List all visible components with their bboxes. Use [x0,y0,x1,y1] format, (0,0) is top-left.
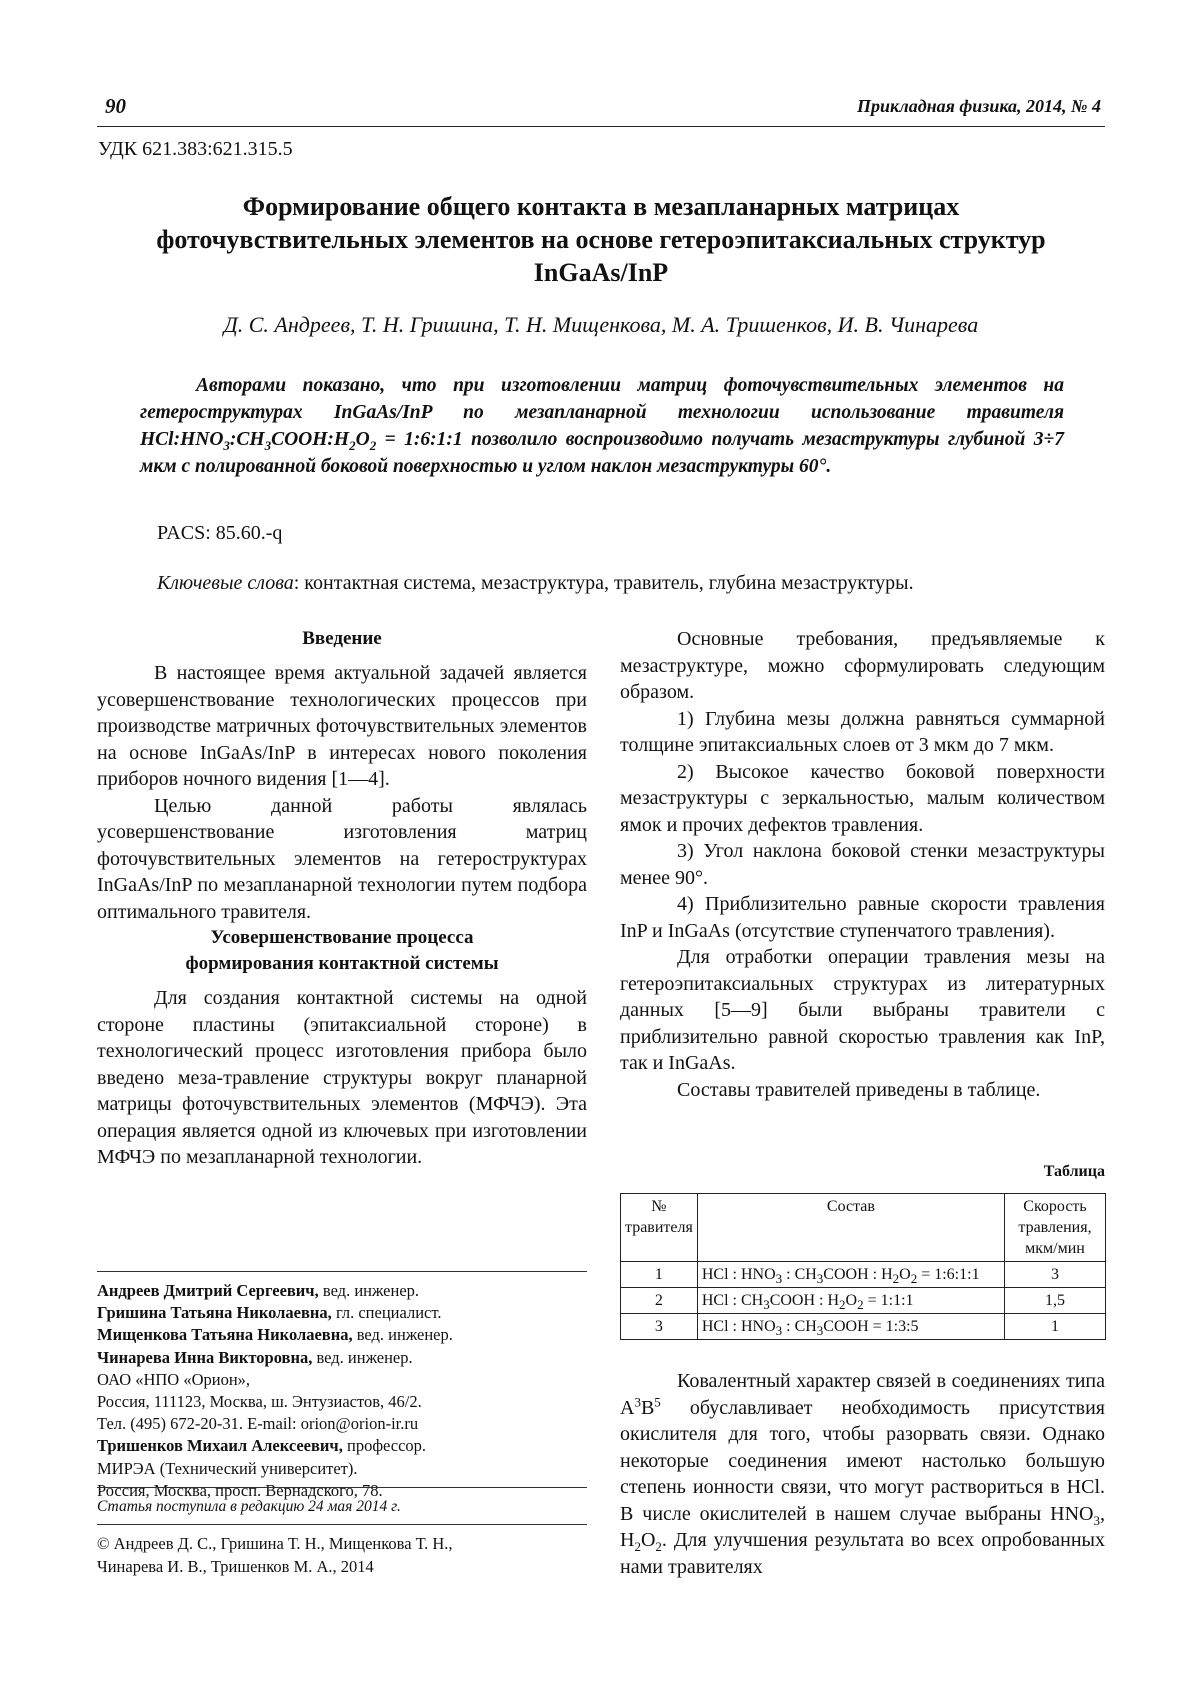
formula-part: COOH = 1:3:5 [823,1318,919,1335]
formula-part: HCl : CH [701,1292,764,1309]
paragraph-text: обуславливает необходимость присутствия окислителя для того, чтобы разорвать связи. Однако некоторые соединения имеют настолько большую степень ионности связи, что могут раствориться в HCl. В числе окислителей в нашем случае выбраны HNO [620,1396,1105,1525]
page-number: 90 [105,94,126,118]
formula-sub: 2 [910,1271,918,1287]
etchant-table [620,1193,1106,1340]
organization: МИРЭА (Технический университет). [97,1458,358,1478]
abstract-sub: 2 [349,437,356,453]
table-cell-composition [697,1314,1004,1340]
formula-part: COOH : H [769,1292,840,1309]
table-cell-number: 3 [621,1314,698,1340]
superscript: 3 [634,1393,641,1409]
affiliation-line [97,1324,587,1346]
table-reference: Составы травителей приведены в таблице. [677,1078,1041,1101]
requirement-4: 4) Приблизительно равные скорости травления InP и InGaAs (отсутствие ступенчатого травления). [620,893,1105,942]
section-2-heading-line-1: Усовершенствование процесса [210,927,474,948]
paragraph-text: . Для улучшения результата во всех опробованных нами травителях [620,1529,1105,1578]
keywords-text: : контактная система, мезаструктура, травитель, глубина мезаструктуры. [293,572,914,594]
section-2-paragraph-1: Для создания контактной системы на одной стороне пластины (эпитаксиальной стороне) в технологический процесс изготовления прибора было введено меза-травление структуры вокруг планарной матрицы фоточувствительных элементов (МФЧЭ). Эта операция является одной из ключевых при изготовлении МФЧЭ по мезапланарной технологии. [97,987,587,1168]
journal-title: Прикладная физика, 2014, № 4 [856,96,1101,116]
formula-sub: 2 [892,1271,900,1287]
organization: ОАО «НПО «Орион», [97,1369,251,1389]
affiliation-line [97,1280,587,1302]
table-header-composition: Состав [697,1194,1004,1262]
abstract-text: COOH:H [271,429,350,450]
section-2-heading-line-2: формирования контактной системы [185,953,499,974]
requirement-3: 3) Угол наклона боковой стенки мезаструктуры менее 90°. [620,840,1105,889]
author-name: Андреев Дмитрий Сергеевич, [97,1281,319,1300]
right-column [620,626,1105,1103]
author-name: Чинарева Инна Викторовна, [97,1347,313,1367]
formula-part: = 1:6:1:1 [917,1266,980,1283]
keywords-label: Ключевые слова [157,572,294,594]
formula-part: HCl : HNO [701,1318,776,1335]
subscript: 2 [655,1539,662,1554]
superscript: 5 [654,1393,661,1409]
table-caption: Таблица [1043,1163,1105,1180]
copyright-line-2: Чинарева И. В., Тришенков М. А., 2014 [97,1557,374,1576]
intro-paragraph-1: В настоящее время актуальной задачей является усовершенствование технологических процессов при производстве матричных фоточувствительных элементов на основе InGaAs/InP в интересах нового поколения приборов ночного видения [1—4]. [97,662,587,790]
requirement-2: 2) Высокое качество боковой поверхности мезаструктуры с зеркальностью, малым количеством ямок и прочих дефектов травления. [620,760,1105,836]
copyright-line-1: © Андреев Д. С., Гришина Т. Н., Мищенкова Т. Н., [97,1534,453,1553]
author-role: вед. инженер. [312,1347,413,1367]
author-role: профессор. [342,1436,427,1456]
author-affiliations [97,1280,587,1502]
contact: Тел. (495) 672-20-31. E-mail: orion@orion-ir.ru [97,1414,419,1434]
title-line-3: InGaAs/InP [533,258,669,287]
author-role: гл. специалист. [331,1303,442,1323]
received-divider-bottom [97,1524,587,1525]
table-row [621,1314,1106,1340]
left-column [97,626,587,1171]
abstract-text: :CH [229,429,265,450]
title-line-2: фоточувствительных элементов на основе гетероэпитаксиальных структур [156,225,1046,254]
title-line-1: Формирование общего контакта в мезапланарных матрицах [242,192,960,221]
article-title [97,190,1105,289]
author-list: Д. С. Андреев, Т. Н. Гришина, Т. Н. Мищенкова, М. А. Тришенков, И. В. Чинарева [223,312,979,337]
pacs-code: PACS: 85.60.-q [157,522,283,544]
table-cell-number: 1 [621,1262,698,1288]
abstract-sub: 2 [369,437,377,453]
affiliation-line [97,1347,587,1369]
table-row [621,1288,1106,1314]
abstract-text: = 1:6:1:1 позволило воспроизводимо получать мезаструктуры глубиной 3÷7 мкм с полированной боковой поверхностью и углом наклон мезаструктуры 60°. [140,429,1064,477]
formula-part: O [899,1266,911,1283]
right-column-continued [620,1368,1105,1580]
formula-part: O [845,1292,858,1309]
section-2-heading [97,925,587,977]
formula-part: COOH : H [823,1266,893,1283]
formula-part: = 1:1:1 [863,1292,914,1309]
formula-part: : CH [782,1266,817,1283]
table-cell-speed: 3 [1005,1262,1106,1288]
table-cell-composition [697,1262,1004,1288]
abstract-text: O [355,429,370,450]
affiliation-line [97,1435,587,1457]
author-role: вед. инженер. [352,1325,453,1345]
etchant-selection: Для отработки операции травления мезы на гетероэпитаксиальных структурах из литературных данных [5—9] были выбраны травители с приблизительно равной скоростью травления как InP, так и InGaAs. [620,946,1105,1074]
author-role: вед. инженер. [318,1281,420,1300]
paragraph-text: B [640,1396,655,1419]
formula-part: HCl : HNO [701,1266,776,1283]
formula-part: : CH [782,1318,817,1335]
page-header [97,92,1105,127]
author-name: Мищенкова Татьяна Николаевна, [97,1325,353,1345]
keywords [157,572,914,595]
formula-sub: 3 [775,1323,783,1339]
table-header-row [621,1194,1106,1262]
affiliation-line [97,1302,587,1324]
abstract-text: Авторами показано, что при изготовлении матриц фоточувствительных элементов на гетероструктурах InGaAs/InP по мезапланарной технологии использование травителя HCl:HNO [140,375,1064,450]
formula-sub: 3 [775,1271,783,1287]
paragraph-text: , H [620,1502,1105,1551]
formula-sub: 3 [763,1297,770,1313]
requirements-intro: Основные требования, предъявляемые к мезаструктуре, можно сформулировать следующим образом. [620,628,1105,703]
table-cell-number: 2 [621,1288,698,1314]
copyright [97,1532,587,1578]
table-cell-speed: 1,5 [1005,1288,1106,1314]
address: Россия, 111123, Москва, ш. Энтузиастов, 46/2. [97,1392,422,1412]
footnote-divider [97,1271,587,1272]
received-divider-top [97,1487,587,1488]
table-cell-speed: 1 [1005,1314,1106,1340]
address: Россия, Москва, просп. Вернадского, 78. [97,1480,383,1500]
table-header-number: № травителя [621,1194,698,1262]
table-header-speed: Скорость травления, мкм/мин [1005,1194,1106,1262]
paragraph-text: Ковалентный характер связей в соединениях типа A [620,1370,1105,1419]
table-cell-composition [697,1288,1004,1314]
subscript: 3 [1093,1512,1100,1528]
intro-paragraph-2: Целью данной работы являлась усовершенствование изготовления матриц фоточувствительных элементов на гетероструктурах InGaAs/InP по мезапланарной технологии путем подбора оптимального травителя. [97,794,587,923]
formula-sub: 2 [839,1297,846,1313]
subscript: 2 [634,1539,641,1554]
abstract [140,372,1064,480]
covalent-bond-paragraph [620,1368,1105,1580]
requirement-1: 1) Глубина мезы должна равняться суммарной толщине эпитаксиальных слоев от 3 мкм до 7 мкм. [620,707,1105,756]
formula-sub: 3 [816,1323,824,1339]
intro-heading: Введение [302,628,382,649]
formula-sub: 2 [857,1297,864,1313]
author-name: Тришенков Михаил Алексеевич, [97,1436,343,1456]
abstract-sub: 3 [264,437,272,453]
author-name: Гришина Татьяна Николаевна, [97,1303,332,1323]
received-date: Статья поступила в редакцию 24 мая 2014 г. [97,1498,401,1515]
formula-sub: 3 [816,1271,824,1287]
paragraph-text: O [640,1529,656,1551]
table-row [621,1262,1106,1288]
abstract-sub: 3 [223,437,230,453]
udk-code: УДК 621.383:621.315.5 [98,138,293,160]
